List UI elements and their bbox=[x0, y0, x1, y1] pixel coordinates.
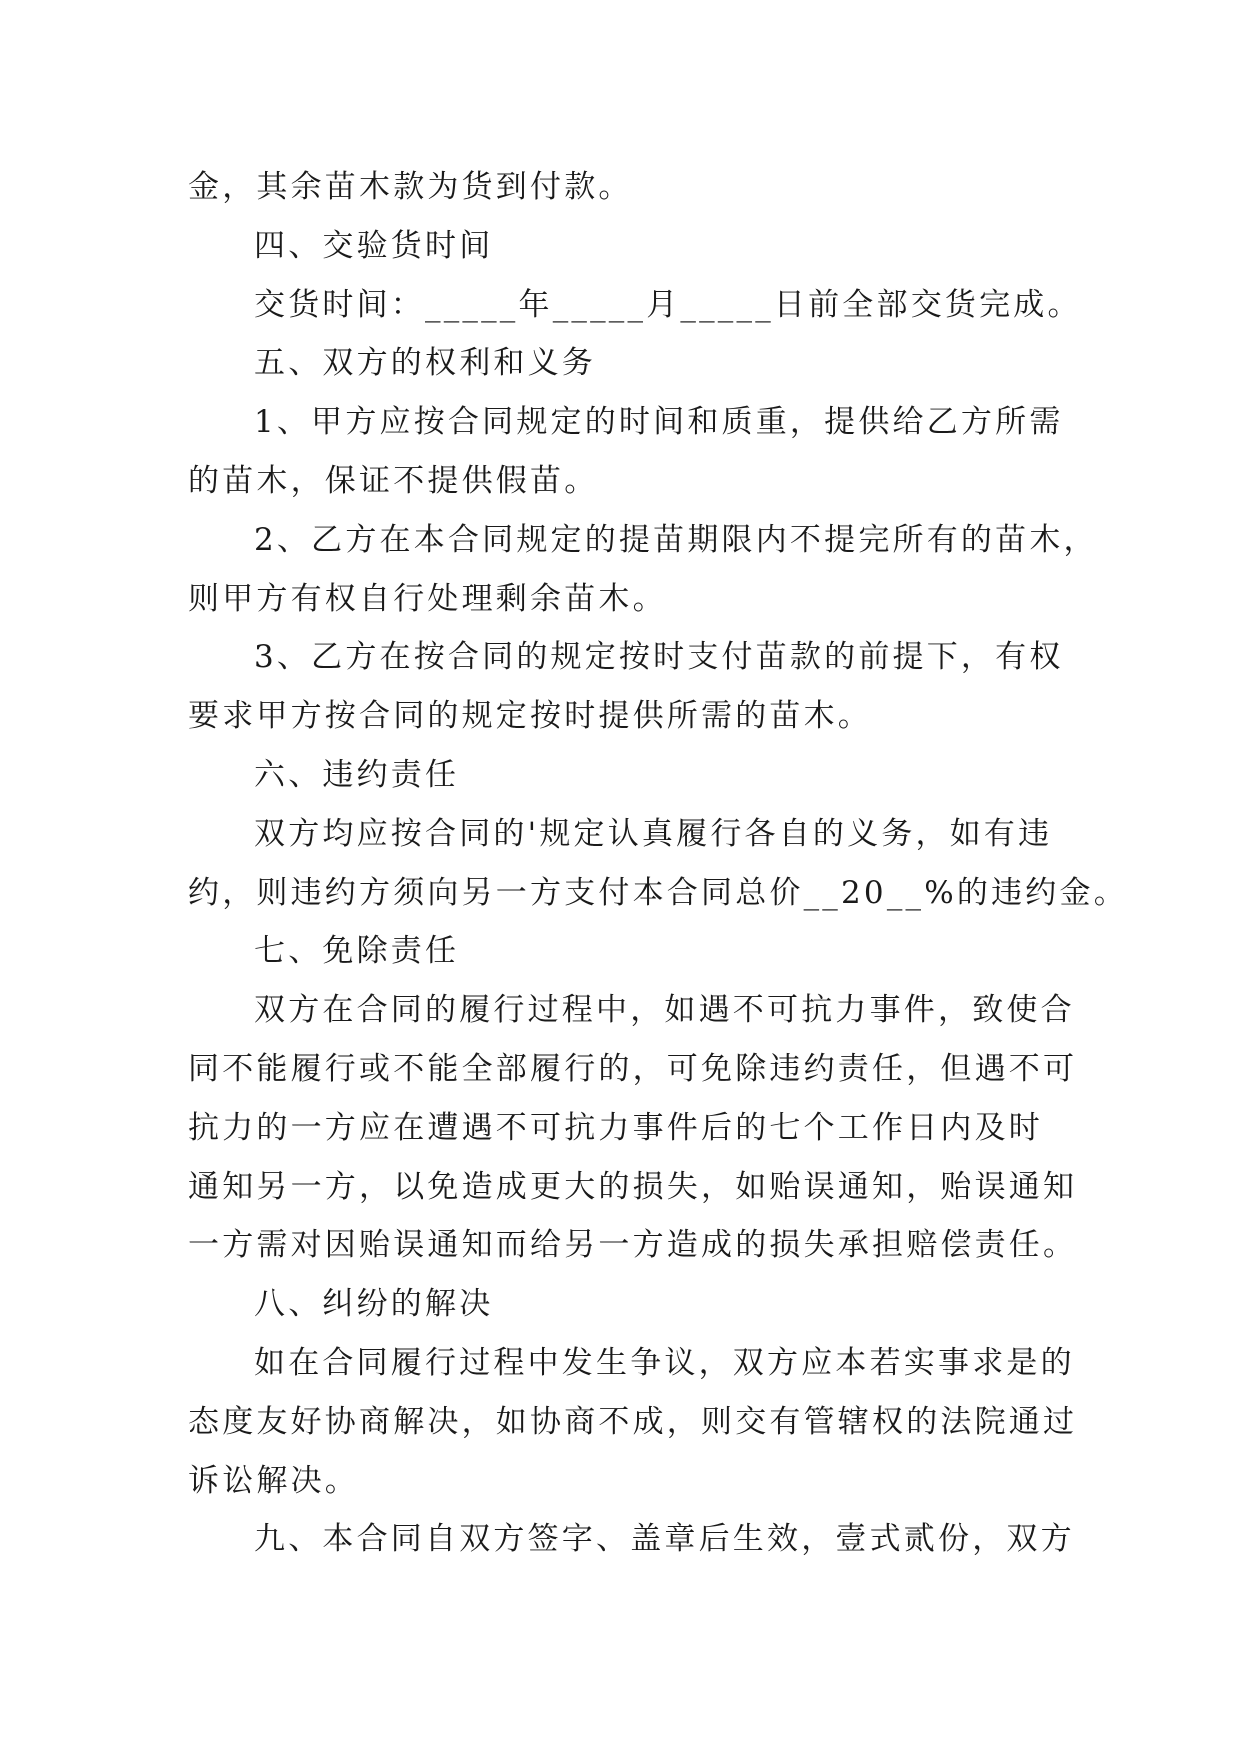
text-line: 通知另一方，以免造成更大的损失，如贻误通知，贻误通知 bbox=[188, 1168, 1078, 1205]
text-line: 一方需对因贻误通知而给另一方造成的损失承担赔偿责任。 bbox=[188, 1227, 1078, 1264]
text-line: 则甲方有权自行处理剩余苗木。 bbox=[188, 580, 667, 617]
text-line: 的苗木，保证不提供假苗。 bbox=[188, 462, 599, 499]
text-line: 金，其余苗木款为货到付款。 bbox=[188, 169, 633, 205]
text-line: 五、双方的权利和义务 bbox=[254, 345, 596, 382]
text-line: 四、交验货时间 bbox=[254, 227, 494, 264]
text-line: 交货时间：_____年_____月_____日前全部交货完成。 bbox=[254, 286, 1082, 323]
contract-body bbox=[188, 158, 1128, 1569]
text-line: 九、本合同自双方签字、盖章后生效，壹式贰份，双方 bbox=[254, 1521, 1075, 1558]
text-line: 2、乙方在本合同规定的提苗期限内不提完所有的苗木， bbox=[254, 521, 1098, 558]
text-line: 六、违约责任 bbox=[254, 756, 460, 793]
text-line: 约，则违约方须向另一方支付本合同总价__20__%的违约金。 bbox=[188, 874, 1128, 911]
text-line: 要求甲方按合同的规定按时提供所需的苗木。 bbox=[188, 698, 872, 735]
text-line: 八、纠纷的解决 bbox=[254, 1286, 494, 1323]
text-line: 态度友好协商解决，如协商不成，则交有管辖权的法院通过 bbox=[188, 1403, 1078, 1440]
text-line: 诉讼解决。 bbox=[188, 1462, 359, 1499]
text-line: 双方均应按合同的'规定认真履行各自的义务，如有违 bbox=[254, 815, 1053, 852]
text-line: 1、甲方应按合同规定的时间和质重，提供给乙方所需 bbox=[254, 404, 1064, 441]
text-line: 抗力的一方应在遭遇不可抗力事件后的七个工作日内及时 bbox=[188, 1109, 1043, 1146]
text-line: 同不能履行或不能全部履行的，可免除违约责任，但遇不可 bbox=[188, 1050, 1078, 1087]
text-line: 如在合同履行过程中发生争议，双方应本若实事求是的 bbox=[254, 1344, 1075, 1381]
text-line: 双方在合同的履行过程中，如遇不可抗力事件，致使合 bbox=[254, 992, 1075, 1029]
text-line: 七、免除责任 bbox=[254, 933, 460, 970]
text-line: 3、乙方在按合同的规定按时支付苗款的前提下，有权 bbox=[254, 639, 1064, 676]
